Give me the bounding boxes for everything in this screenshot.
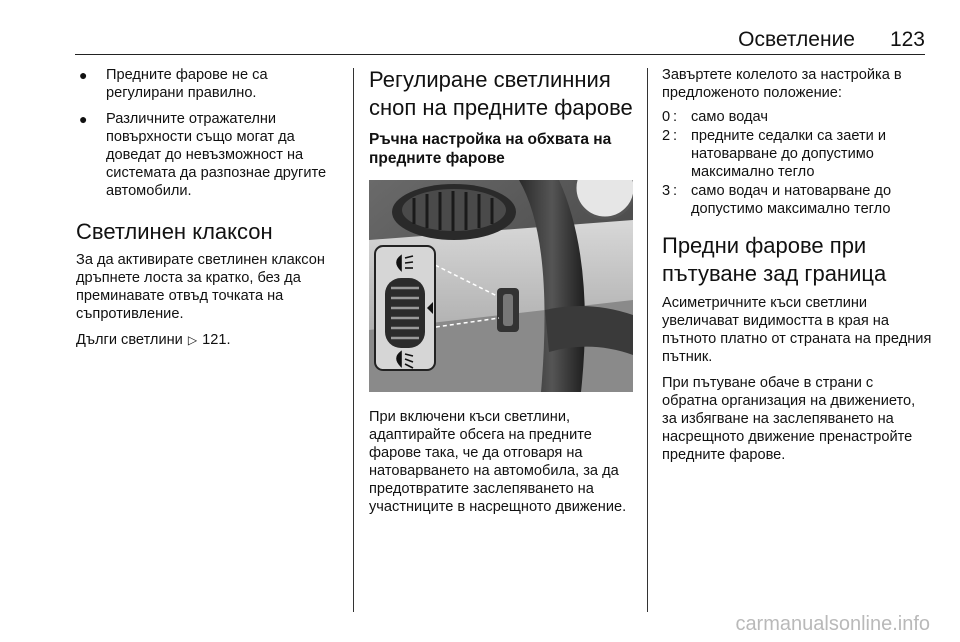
paragraph: При пътуване обаче в страни с обратна организация на движението, за избягване на заслепяването на насрещното движение пренастройте предните фарове.: [662, 375, 916, 463]
page-header: [75, 28, 925, 52]
page-number: 123: [889, 28, 925, 51]
page-reference-icon: ▷: [187, 333, 198, 347]
column-left: [76, 66, 338, 357]
watermark: carmanualsonline.info: [735, 613, 930, 635]
bullet-list: [76, 66, 338, 200]
paragraph: Асиметричните къси светлини увеличават видимостта в края на пътното платно от страната на предния пътник.: [662, 295, 932, 365]
bullet-icon: ●: [79, 111, 88, 127]
column-middle: [369, 66, 633, 524]
column-divider: [647, 68, 648, 612]
column-divider: [353, 68, 354, 612]
paragraph: Завъртете колелото за настройка в предложеното положение:: [662, 67, 902, 101]
section-title-flash: Светлинен клаксон: [76, 219, 273, 244]
paragraph: При включени къси светлини, адаптирайте обсега на предните фарове така, че да отговаря на натоварването на автомобила, за да предотвратите заслепяването на участниците в насрещното движение.: [369, 409, 627, 515]
list-item: 2 : предните седалки са заети и натоварване до допустимо максимално тегло: [662, 128, 887, 180]
position-list: [662, 108, 932, 218]
subsection-title: Ръчна настройка на обхвата на предните фарове: [369, 131, 612, 167]
list-item: 0 : само водач: [662, 109, 768, 125]
header-rule: [75, 54, 925, 55]
headlight-range-illustration: [369, 180, 633, 392]
list-item: ● Различните отражателни повърхности също могат да доведат до невъзможност на системата да разпознае другите автомобили.: [79, 111, 327, 199]
paragraph: За да активирате светлинен клаксон дръпнете лоста за кратко, без да преминавате отвъд точката на съпротивление.: [76, 252, 325, 322]
bullet-icon: ●: [79, 67, 88, 83]
column-right: [662, 66, 932, 472]
list-item: ● Предните фарове не са регулирани правилно.: [79, 67, 268, 101]
list-item: 3 : само водач и натоварване до допустимо максимално тегло: [662, 183, 892, 217]
section-title-beam: Регулиране светлинния сноп на предните фарове: [369, 67, 633, 120]
cross-reference[interactable]: Дълги светлини ▷ 121.: [76, 332, 231, 348]
section-title-abroad: Предни фарове при пътуване зад граница: [662, 233, 887, 286]
chapter-title: Осветление: [738, 28, 855, 51]
